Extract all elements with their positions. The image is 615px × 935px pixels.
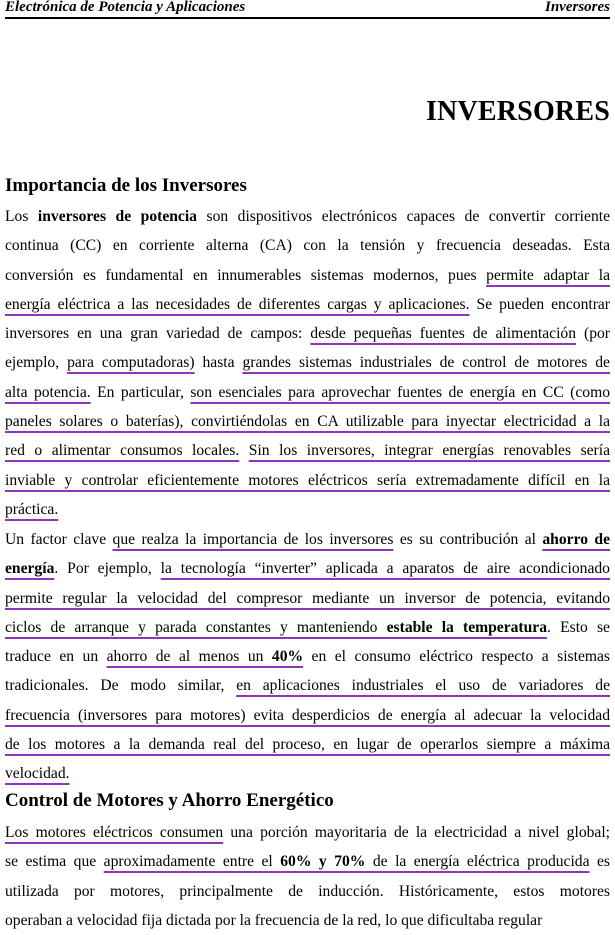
text-run: tradicionales. De modo similar, [5,677,237,695]
header-chapter-name: Inversores [544,0,610,15]
paragraph [5,202,610,524]
section-heading-importancia: Importancia de los Inversores [5,175,247,196]
text-run: En particular, [90,383,191,401]
text-line [5,759,610,788]
highlighted-text: energía eléctrica a las necesidades de diferentes cargas y aplicaciones. [5,295,470,313]
text-run: es [589,853,611,871]
text-run: es su contribución al [393,531,543,548]
text-run: Un factor clave [5,531,113,548]
highlighted-text: frecuencia (inversores para motores) evita desperdicios de energía al adecuar la velocidad [5,706,610,724]
text-run: continua (CC) en corriente alterna (CA) con la tensión y frecuencia deseadas. Esta [5,237,610,255]
text-run: hasta [194,354,243,372]
highlighted-text: de la energía eléctrica producida [365,853,590,871]
text-line [5,319,610,348]
highlighted-text: Sin los inversores, integrar energías renovables sería [248,442,611,460]
text-line [5,847,610,876]
text-run: inversores de potencia [37,208,197,225]
text-line [5,671,610,700]
text-run: (por [576,325,610,343]
text-run: inversores en una gran variedad de campos: [5,325,311,343]
text-run: . Esto se [547,618,610,636]
text-line [5,378,610,407]
highlighted-text: que realza la importancia de los inversores [112,531,394,548]
text-run: en el consumo eléctrico respecto a sistemas [303,648,610,666]
text-line [5,261,610,290]
text-line [5,554,610,583]
text-run [239,442,249,459]
highlighted-text: de los motores a la demanda real del proceso, en lugar de operarlos siempre a máxima [5,736,610,754]
header-book-title: Electrónica de Potencia y Aplicaciones [5,0,246,15]
highlighted-text: permite regular la velocidad del compresor mediante un inversor de potencia, evitando [5,589,610,607]
text-line [5,466,610,495]
highlighted-text: práctica. [5,500,59,518]
highlighted-text: desde pequeñas fuentes de alimentación [310,325,577,343]
text-run: . Por ejemplo, [54,560,161,578]
highlighted-text: ahorro de [542,531,610,548]
text-line [5,818,610,847]
highlighted-text: 60% y 70% [280,853,366,871]
highlighted-text: paneles solares o baterías), convirtiéndolas en CA utilizable para inyectar electricidad a la [5,413,610,431]
text-line [5,290,610,319]
text-line [5,701,610,730]
highlighted-text: ahorro de al menos un [106,648,272,666]
text-run: ejemplo, [5,354,68,372]
highlighted-text: permite adaptar la [486,266,611,284]
highlighted-text: aproximadamente entre el [103,853,281,871]
highlighted-text: la tecnología “inverter” aplicada a aparatos de aire acondicionado [160,560,610,578]
highlighted-text: inviable y controlar eficientemente motores eléctricos sería extremadamente difícil en la [5,471,610,489]
highlighted-text: ciclos de arranque y parada constantes y manteniendo [5,618,387,636]
text-run: son dispositivos electrónicos capaces de convertir corriente [196,208,610,225]
text-line [5,348,610,377]
highlighted-text: velocidad. [5,765,70,783]
chapter-title: INVERSORES [425,96,610,127]
text-run: conversión es fundamental en innumerables sistemas modernos, pues [5,266,487,284]
text-run: se estima que [5,853,104,871]
highlighted-text: alta potencia. [5,383,91,401]
text-run: traduce en un [5,648,107,666]
running-header [5,0,610,19]
text-line [5,231,610,260]
text-run: utilizada por motores, principalmente de inducción. Históricamente, estos motores [5,882,610,900]
text-line [5,495,610,524]
highlighted-text: en aplicaciones industriales el uso de variadores de [236,677,610,695]
section-heading-control-motores: Control de Motores y Ahorro Energético [5,790,334,811]
text-run: operaban a velocidad fija dictada por la frecuencia de la red, lo que dificultaba regular [5,911,543,929]
highlighted-text: red o alimentar consumos locales. [5,442,240,460]
highlighted-text: 40% [271,648,304,666]
text-line [5,642,610,671]
text-line [5,613,610,642]
text-run: Los [5,208,38,225]
text-line [5,525,610,554]
text-line [5,877,610,906]
text-line [5,407,610,436]
text-run: Se pueden encontrar [469,295,611,313]
highlighted-text: son esenciales para aprovechar fuentes de energía en CC (como [190,383,610,401]
highlighted-text: estable la temperatura [386,618,548,636]
text-line [5,730,610,759]
text-line [5,202,610,231]
highlighted-text: grandes sistemas industriales de control de motores de [242,354,610,372]
text-line [5,584,610,613]
highlighted-text: para computadoras) [67,354,195,372]
text-run: una porción mayoritaria de la electricidad a nivel global; [223,824,610,841]
highlighted-text: energía [5,560,55,578]
highlighted-text: Los motores eléctricos consumen [5,824,224,841]
paragraph [5,818,610,935]
paragraph [5,525,610,789]
text-line [5,436,610,465]
